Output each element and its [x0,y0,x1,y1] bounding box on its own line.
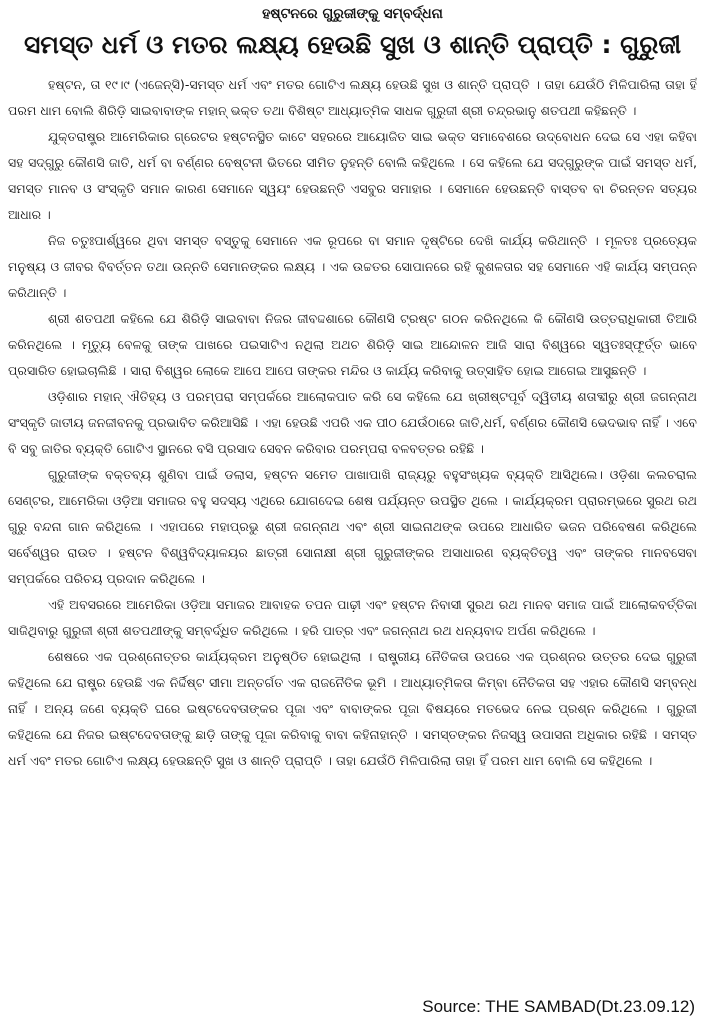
article-paragraph-1: ହଷ୍ଟନ, ତା ୧୯।୯ (ଏଜେନ୍ସି)-ସମସ୍ତ ଧର୍ମ ଏବଂ ମତର ଗୋଟିଏ ଲକ୍ଷ୍ୟ ହେଉଛି ସୁଖ ଓ ଶାନ୍ତି ପ୍ରାପ୍ତି । ତାହା ଯେଉଁଠି ମିଳିପାରିଲା ତାହା ହିଁ ପରମ ଧାମ ବୋଲି ଶିରିଡ଼ି ସାଇବାବାଙ୍କ ମହାନ୍ ଭକ୍ତ ତଥା ବିଶିଷ୍ଟ ଆଧ୍ୟାତ୍ମିକ ସାଧକ ଗୁରୁଜୀ ଶ୍ରୀ ଚନ୍ଦ୍ରଭାନୁ ଶତପଥୀ କହିଛନ୍ତି । [8,77,697,118]
article-paragraph-7: ଏହି ଅବସରରେ ଆମେରିକା ଓଡ଼ିଆ ସମାଜର ଆବାହକ ତପନ ପାଢ଼ୀ ଏବଂ ହଷ୍ଟନ ନିବାସୀ ସୁରଥ ରଥ ମାନବ ସମାଜ ପାଇଁ ଆଲୋକବର୍ତ୍ତିକା ସାଜିଥିବାରୁ ଗୁରୁଜୀ ଶ୍ରୀ ଶତପଥୀଙ୍କୁ ସମ୍ବର୍ଦ୍ଧିତ କରିଥିଲେ । ହରି ପାତ୍ର ଏବଂ ଜଗନ୍ନାଥ ରଥ ଧନ୍ୟବାଦ ଅର୍ପଣ କରିଥିଲେ । [8,597,697,638]
article-headline: ସମସ୍ତ ଧର୍ମ ଓ ମତର ଲକ୍ଷ୍ୟ ହେଉଛି ସୁଖ ଓ ଶାନ୍ତି ପ୍ରାପ୍ତି : ଗୁରୁଜୀ [23,30,682,59]
article-body [8,72,697,774]
article-paragraph-2: ଯୁକ୍ତରାଷ୍ଟ୍ର ଆମେରିକାର ଗ୍ରେଟର ହଷ୍ଟନସ୍ଥିତ କାଟେ ସହରରେ ଆୟୋଜିତ ସାଇ ଭକ୍ତ ସମାବେଶରେ ଉଦ୍‌ବୋଧନ ଦେଇ ସେ ଏହା କହିବା ସହ ସଦ୍‌ଗୁରୁ କୌଣସି ଜାତି, ଧର୍ମ ବା ବର୍ଣ୍ଣର ବେଷ୍ଟନୀ ଭିତରେ ସୀମିତ ନୁହନ୍ତି ବୋଲି କହିଥିଲେ । ସେ କହିଲେ ଯେ ସଦ୍‌ଗୁରୁଙ୍କ ପାଇଁ ସମସ୍ତ ଧର୍ମ, ସମସ୍ତ ମାନବ ଓ ସଂସ୍କୃତି ସମାନ କାରଣ ସେମାନେ ସ୍ୱୟଂ ହେଉଛନ୍ତି ଏସବୁର ସମାହାର । ସେମାନେ ହେଉଛନ୍ତି ବାସ୍ତବ ବା ଚିରନ୍ତନ ସତ୍ୟର ଆଧାର । [8,129,697,222]
article-paragraph-6: ଗୁରୁଜୀଙ୍କ ବକ୍ତବ୍ୟ ଶୁଣିବା ପାଇଁ ଡଲାସ, ହଷ୍ଟନ ସମେତ ପାଖାପାଖି ରାଜ୍ୟରୁ ବହୁସଂଖ୍ୟକ ବ୍ୟକ୍ତି ଆସିଥିଲେ। ଓଡ଼ିଶା କଲଚରାଲ ସେଣ୍ଟର, ଆମେରିକା ଓଡ଼ିଆ ସମାଜର ବହୁ ସଦସ୍ୟ ଏଥିରେ ଯୋଗଦେଇ ଶେଷ ପର୍ଯ୍ୟନ୍ତ ଉପସ୍ଥିତ ଥିଲେ । କାର୍ଯ୍ୟକ୍ରମ ପ୍ରାରମ୍ଭରେ ସୁରଥ ରଥ ଗୁରୁ ବନ୍ଦନା ଗାନ କରିଥିଲେ । ଏହାପରେ ମହାପ୍ରଭୁ ଶ୍ରୀ ଜଗନ୍ନାଥ ଏବଂ ଶ୍ରୀ ସାଇନାଥଙ୍କ ଉପରେ ଆଧାରିତ ଭଜନ ପରିବେଷଣ କରିଥିଲେ ସର୍ବେଶ୍ୱର ରାଉତ । ହଷ୍ଟନ ବିଶ୍ୱବିଦ୍ୟାଳୟର ଛାତ୍ରୀ ସୋନାକ୍ଷୀ ଶ୍ରୀ ଗୁରୁଜୀଙ୍କର ଅସାଧାରଣ ବ୍ୟକ୍ତିତ୍ୱ ଏବଂ ତାଙ୍କର ମାନବସେବା ସମ୍ପର୍କରେ ପରିଚୟ ପ୍ରଦାନ କରିଥିଲେ । [8,467,697,586]
article-paragraph-3: ନିଜ ଚତୁଃପାର୍ଶ୍ୱରେ ଥିବା ସମସ୍ତ ବସ୍ତୁକୁ ସେମାନେ ଏକ ରୂପରେ ବା ସମାନ ଦୃଷ୍ଟିରେ ଦେଖି କାର୍ଯ୍ୟ କରିଥାନ୍ତି । ମୂଳତଃ ପ୍ରତ୍ୟେକ ମନୁଷ୍ୟ ଓ ଜୀବର ବିବର୍ତ୍ତନ ତଥା ଉନ୍ନତି ସେମାନଙ୍କର ଲକ୍ଷ୍ୟ । ଏକ ଉଚ୍ଚତର ସୋପାନରେ ରହି କୁଶଳତାର ସହ ସେମାନେ ଏହି କାର୍ଯ୍ୟ ସମ୍ପନ୍ନ କରିଥାନ୍ତି । [8,233,697,300]
source-credit: Source: THE SAMBAD(Dt.23.09.12) [422,997,695,1016]
article-kicker: ହଷ୍ଟନରେ ଗୁରୁଜୀଙ୍କୁ ସମ୍ବର୍ଦ୍ଧନା [262,6,443,22]
article-paragraph-5: ଓଡ଼ିଶାର ମହାନ୍ ଐତିହ୍ୟ ଓ ପରମ୍ପରା ସମ୍ପର୍କରେ ଆଲୋକପାତ କରି ସେ କହିଲେ ଯେ ଖ୍ରୀଷ୍ଟପୂର୍ବ ଦ୍ୱିତୀୟ ଶତାବ୍ଦୀରୁ ଶ୍ରୀ ଜଗନ୍ନାଥ ସଂସ୍କୃତି ଜାତୀୟ ଜନଜୀବନକୁ ପ୍ରଭାବିତ କରିଆସିଛି । ଏହା ହେଉଛି ଏପରି ଏକ ପୀଠ ଯେଉଁଠାରେ ଜାତି,ଧର୍ମ, ବର୍ଣ୍ଣର କୌଣସି ଭେଦଭାବ ନାହିଁ । ଏବେ ବି ସବୁ ଜାତିର ବ୍ୟକ୍ତି ଗୋଟିଏ ସ୍ଥାନରେ ବସି ପ୍ରସାଦ ସେବନ କରିବାର ପରମ୍ପରା ବଳବତ୍ତର ରହିଛି । [8,389,697,456]
article-paragraph-4: ଶ୍ରୀ ଶତପଥୀ କହିଲେ ଯେ ଶିରିଡ଼ି ସାଇବାବା ନିଜର ଜୀବଦ୍ଦଶାରେ କୌଣସି ଟ୍ରଷ୍ଟ ଗଠନ କରିନଥିଲେ କି କୌଣସି ଉତ୍ତରାଧିକାରୀ ତିଆରି କରିନଥିଲେ । ମୃତ୍ୟୁ ବେଳକୁ ତାଙ୍କ ପାଖରେ ପଇସାଟିଏ ନଥିଲା ଅଥଚ ଶିରିଡ଼ି ସାଇ ଆନ୍ଦୋଳନ ଆଜି ସାରା ବିଶ୍ୱରେ ସ୍ୱତଃସ୍ଫୂର୍ତ୍ତ ଭାବେ ପ୍ରସାରିତ ହୋଇଚାଲିଛି । ସାରା ବିଶ୍ୱର ଲୋକେ ଆପେ ଆପେ ତାଙ୍କର ମନ୍ଦିର ଓ କାର୍ଯ୍ୟ କରିବାକୁ ଉତ୍ସାହିତ ହୋଇ ଆଗେଇ ଆସୁଛନ୍ତି । [8,311,697,378]
article-paragraph-8: ଶେଷରେ ଏକ ପ୍ରଶ୍ନୋତ୍ତର କାର୍ଯ୍ୟକ୍ରମ ଅନୁଷ୍ଠିତ ହୋଇଥିଲା । ରାଷ୍ଟ୍ରୀୟ ନୈତିକତା ଉପରେ ଏକ ପ୍ରଶ୍ନର ଉତ୍ତର ଦେଇ ଗୁରୁଜୀ କହିଥିଲେ ଯେ ରାଷ୍ଟ୍ର ହେଉଛି ଏକ ନିର୍ଦ୍ଦିଷ୍ଟ ସୀମା ଅନ୍ତର୍ଗତ ଏକ ରାଜନୈତିକ ଭୂମି । ଆଧ୍ୟାତ୍ମିକତା କିମ୍ବା ନୈତିକତା ସହ ଏହାର କୌଣସି ସମ୍ବନ୍ଧ ନାହିଁ । ଅନ୍ୟ ଜଣେ ବ୍ୟକ୍ତି ଘରେ ଇଷ୍ଟଦେବତାଙ୍କର ପୂଜା ଏବଂ ବାବାଙ୍କର ପୂଜା ବିଷୟରେ ମତଭେଦ ନେଇ ପ୍ରଶ୍ନ କରିଥିଲେ । ଗୁରୁଜୀ କହିଥିଲେ ଯେ ନିଜର ଇଷ୍ଟଦେବତାଙ୍କୁ ଛାଡ଼ି ତାଙ୍କୁ ପୂଜା କରିବାକୁ ବାବା କହିନାହାନ୍ତି । ସମସ୍ତଙ୍କର ନିଜସ୍ୱ ଉପାସନା ଅଧିକାର ରହିଛି । ସମସ୍ତ ଧର୍ମ ଏବଂ ମତର ଗୋଟିଏ ଲକ୍ଷ୍ୟ ହେଉଛନ୍ତି ସୁଖ ଓ ଶାନ୍ତି ପ୍ରାପ୍ତି । ତାହା ଯେଉଁଠି ମିଳିପାରିଲା ତାହା ହିଁ ପରମ ଧାମ ବୋଲି ସେ କହିଥିଲେ । [8,649,697,768]
news-article [8,4,697,984]
